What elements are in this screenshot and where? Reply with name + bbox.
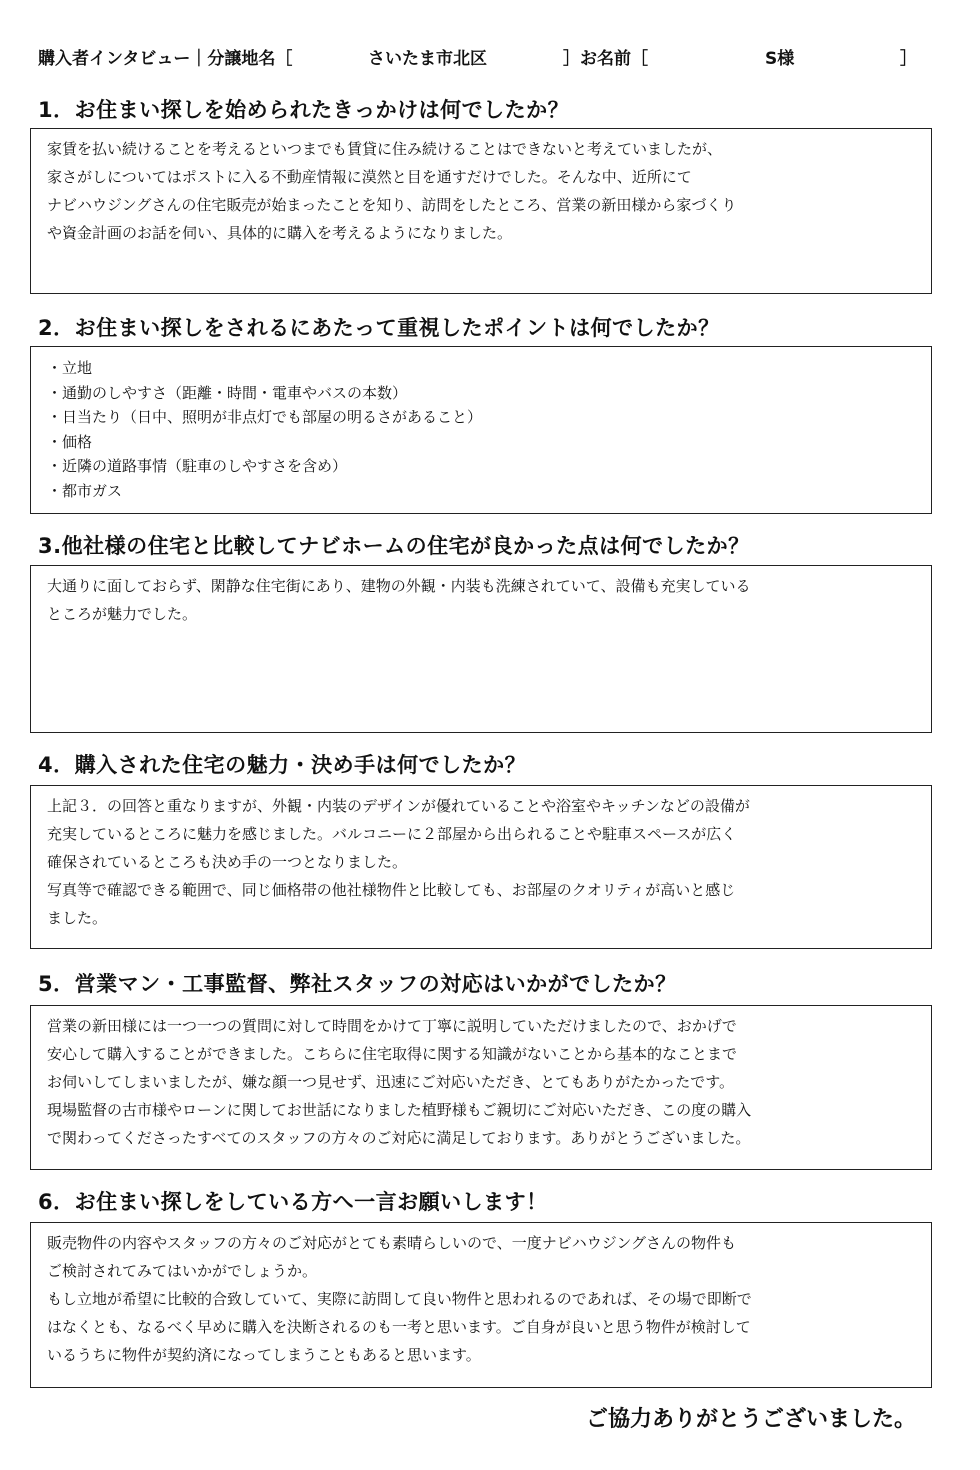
answer-line: 写真等で確認できる範囲で、同じ価格帯の他社様物件と比較しても、お部屋のクオリティが高いと感じ [47,881,736,899]
answer-line: ナビハウジングさんの住宅販売が始まったことを知り、訪問をしたところ、営業の新田様から家づくり [47,196,737,214]
answer-line: ・日当たり（日中、照明が非点灯でも部屋の明るさがあること） [47,408,483,426]
answer-line: 家賃を払い続けることを考えるといつまでも賃貸に住み続けることはできないと考えていましたが、 [47,140,723,158]
answer-line: 大通りに面しておらず、閑静な住宅街にあり、建物の外観・内装も洗練されていて、設備も充実している [47,577,751,595]
answer-line: いるうちに物件が契約済になってしまうこともあると思います。 [47,1346,481,1364]
answer-line: や資金計画のお話を伺い、具体的に購入を考えるようになりました。 [47,224,513,242]
answer-3-box [30,565,932,733]
answer-line: 販売物件の内容やスタッフの方々のご対応がとても素晴らしいので、一度ナビハウジングさんの物件も [47,1234,737,1252]
answer-line: はなくとも、なるべく早めに購入を決断されるのも一考と思います。ご自身が良いと思う物件が検討して [47,1318,751,1336]
answer-line: もし立地が希望に比較的合致していて、実際に訪問して良い物件と思われるのであれば、その場で即断で [47,1290,752,1308]
answer-line: 安心して購入することができました。こちらに住宅取得に関する知識がないことから基本的なことまで [47,1045,738,1063]
name-label: ］お名前［ [563,49,648,69]
answer-line: ・通勤のしやすさ（距離・時間・電車やバスの本数） [47,383,408,402]
question-2-title: 2．お住まい探しをされるにあたって重視したポイントは何でしたか？ [38,316,720,340]
answer-line: ・価格 [47,432,93,451]
answer-2-box [30,346,932,514]
closing-thanks: ご協力ありがとうございました。 [585,1407,916,1432]
answer-4-box [30,785,932,949]
answer-line: お伺いしてしまいましたが、嫌な顔一つ見せず、迅速にご対応いただき、とてもありがたかったです。 [47,1073,735,1091]
question-6-title: 6．お住まい探しをしている方へ一言お願いします！ [38,1190,548,1214]
answer-line: 営業の新田様には一つ一つの質問に対して時間をかけて丁寧に説明していただけましたので、おかげで [47,1017,737,1035]
question-3-title: 3.他社様の住宅と比較してナビホームの住宅が良かった点は何でしたか？ [38,534,750,558]
answer-line: 上記３．の回答と重なりますが、外観・内装のデザインが優れていることや浴室やキッチンなどの設備が [47,797,750,815]
answer-5-box [30,1005,932,1170]
header-close-bracket: ］ [900,49,917,69]
answer-line: ました。 [47,909,108,927]
answer-line: ご検討されてみてはいかがでしょうか。 [47,1262,318,1280]
answer-line: ところが魅力でした。 [47,605,198,623]
answer-line: ・都市ガス [47,481,123,500]
question-5-title: 5．営業マン・工事監督、弊社スタッフの対応はいかがでしたか？ [38,972,677,996]
answer-line: ・立地 [47,359,93,377]
answer-1-box [30,128,932,294]
answer-line: 家さがしについてはポストに入る不動産情報に漠然と目を通すだけでした。そんな中、近所にて [47,168,692,186]
answer-line: で関わってくださったすべてのスタッフの方々のご対応に満足しております。ありがとうございました。 [47,1129,751,1147]
answer-line: ・近隣の道路事情（駐車のしやすさを含め） [47,457,348,475]
answer-line: 確保されているところも決め手の一つとなりました。 [47,853,408,871]
customer-name: S様 [765,49,795,69]
question-4-title: 4．購入された住宅の魅力・決め手は何でしたか？ [38,753,527,777]
question-1-title: 1．お住まい探しを始められたきっかけは何でしたか？ [38,98,570,122]
answer-6-box [30,1222,932,1388]
answer-line: 現場監督の古市様やローンに関してお世話になりました植野様もご親切にご対応いただき、この度の購入 [47,1101,752,1119]
header-label: 購入者インタビュー｜分譲地名［ [38,49,293,69]
answer-line: 充実しているところに魅力を感じました。バルコニーに２部屋から出られることや駐車スペースが広く [47,825,737,843]
area-name: さいたま市北区 [368,49,487,69]
